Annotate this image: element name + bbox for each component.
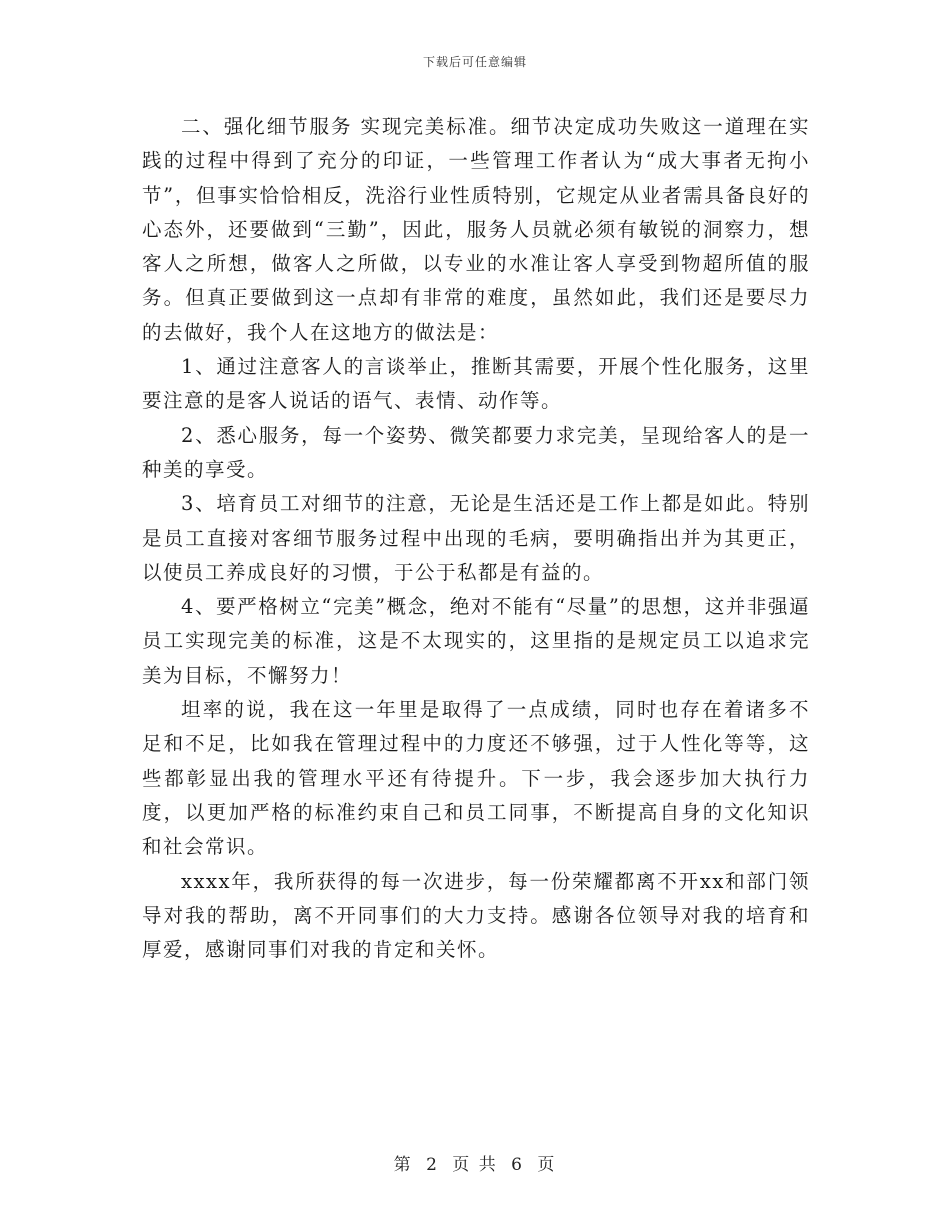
paragraph-item-3: 3、培育员工对细节的注意，无论是生活还是工作上都是如此。特别是员工直接对客细节服务过程中出现的毛病，要明确指出并为其更正，以使员工养成良好的习惯，于公于私都是有益的。 <box>142 492 810 584</box>
paragraph-item-1: 1、通过注意客人的言谈举止，推断其需要，开展个性化服务，这里要注意的是客人说话的语气、表情、动作等。 <box>142 355 810 413</box>
page-number-footer <box>0 1150 950 1175</box>
document-body <box>142 110 810 967</box>
footer-middle: 页 共 <box>452 1155 498 1175</box>
page-header-note: 下载后可任意编辑 <box>422 55 527 69</box>
paragraph-self-review: 坦率的说，我在这一年里是取得了一点成绩，同时也存在着诸多不足和不足，比如我在管理过程中的力度还不够强，过于人性化等等，这些都彰显出我的管理水平还有待提升。下一步，我会逐步加大执行力度，以更加严格的标准约束自己和员工同事，不断提高自身的文化知识和社会常识。 <box>142 698 810 859</box>
paragraph-item-4: 4、要严格树立“完美”概念，绝对不能有“尽量”的思想，这并非强逼员工实现完美的标准，这是不太现实的，这里指的是规定员工以追求完美为目标，不懈努力！ <box>142 595 810 687</box>
footer-suffix: 页 <box>537 1155 557 1175</box>
paragraph-item-2: 2、悉心服务，每一个姿势、微笑都要力求完美，呈现给客人的是一种美的享受。 <box>142 423 810 481</box>
footer-current-page: 2 <box>426 1155 439 1175</box>
paragraph-thanks: xxxx年，我所获得的每一次进步，每一份荣耀都离不开xx和部门领导对我的帮助，离不开同事们的大力支持。感谢各位领导对我的培育和厚爱，感谢同事们对我的肯定和关怀。 <box>142 869 810 962</box>
paragraph-detail-service: 二、强化细节服务 实现完美标准。细节决定成功失败这一道理在实践的过程中得到了充分的印证，一些管理工作者认为“成大事者无拘小节”，但事实恰恰相反，洗浴行业性质特别，它规定从业者需具备良好的心态外，还要做到“三勤”，因此，服务人员就必须有敏锐的洞察力，想客人之所想，做客人之所做，以专业的水准让客人享受到物超所值的服务。但真正要做到这一点却有非常的难度，虽然如此，我们还是要尽力的去做好，我个人在这地方的做法是： <box>142 115 810 344</box>
footer-total-pages: 6 <box>511 1155 524 1175</box>
footer-prefix: 第 <box>393 1155 413 1175</box>
